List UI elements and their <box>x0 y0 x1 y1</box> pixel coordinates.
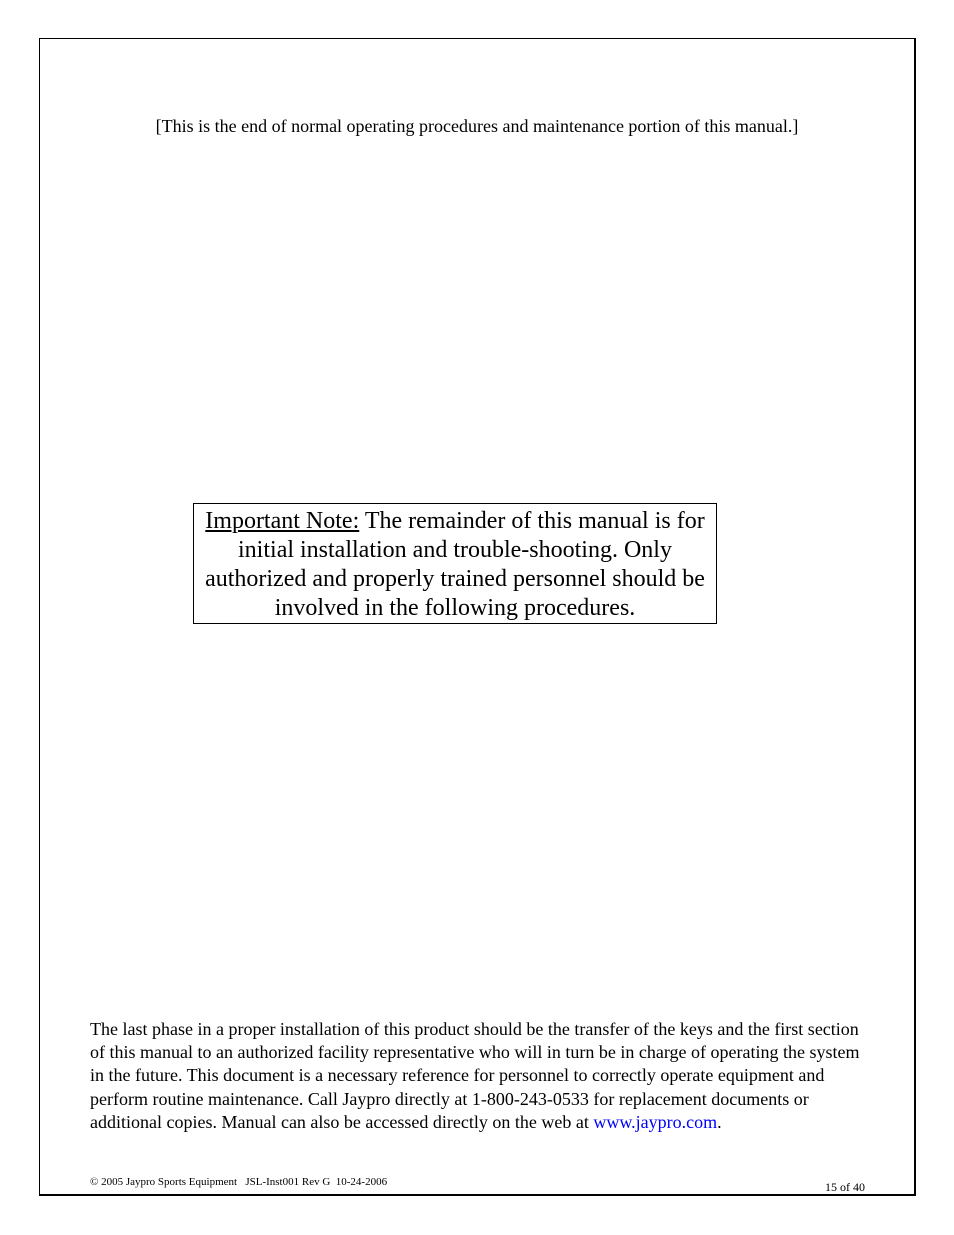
footer-copyright: © 2005 Jaypro Sports Equipment JSL-Inst001 Rev G 10-24-2006 <box>90 1176 388 1188</box>
closing-paragraph-end: . <box>717 1111 722 1132</box>
important-note-text: The remainder of this manual is for initial installation and trouble-shooting. Only authorized and properly trained personnel should be involved in the following procedures. <box>205 508 705 621</box>
important-note-box <box>193 503 717 624</box>
website-link[interactable]: www.jaypro.com <box>593 1111 718 1132</box>
end-of-section-note: [This is the end of normal operating procedures and maintenance portion of this manual.] <box>155 116 799 136</box>
closing-paragraph <box>90 1018 870 1134</box>
important-note-label: Important Note: <box>205 508 360 534</box>
closing-paragraph-text: The last phase in a proper installation of this product should be the transfer of the keys and the first section of this manual to an authorized facility representative who will in turn be in charge of operating the system in the future. This document is a necessary reference for personnel to correctly operate equipment and perform routine maintenance. Call Jaypro directly at 1-800-243-0533 for replacement documents or additional copies. Manual can also be accessed directly on the web at <box>90 1019 860 1132</box>
page-number: 15 of 40 <box>825 1180 865 1194</box>
